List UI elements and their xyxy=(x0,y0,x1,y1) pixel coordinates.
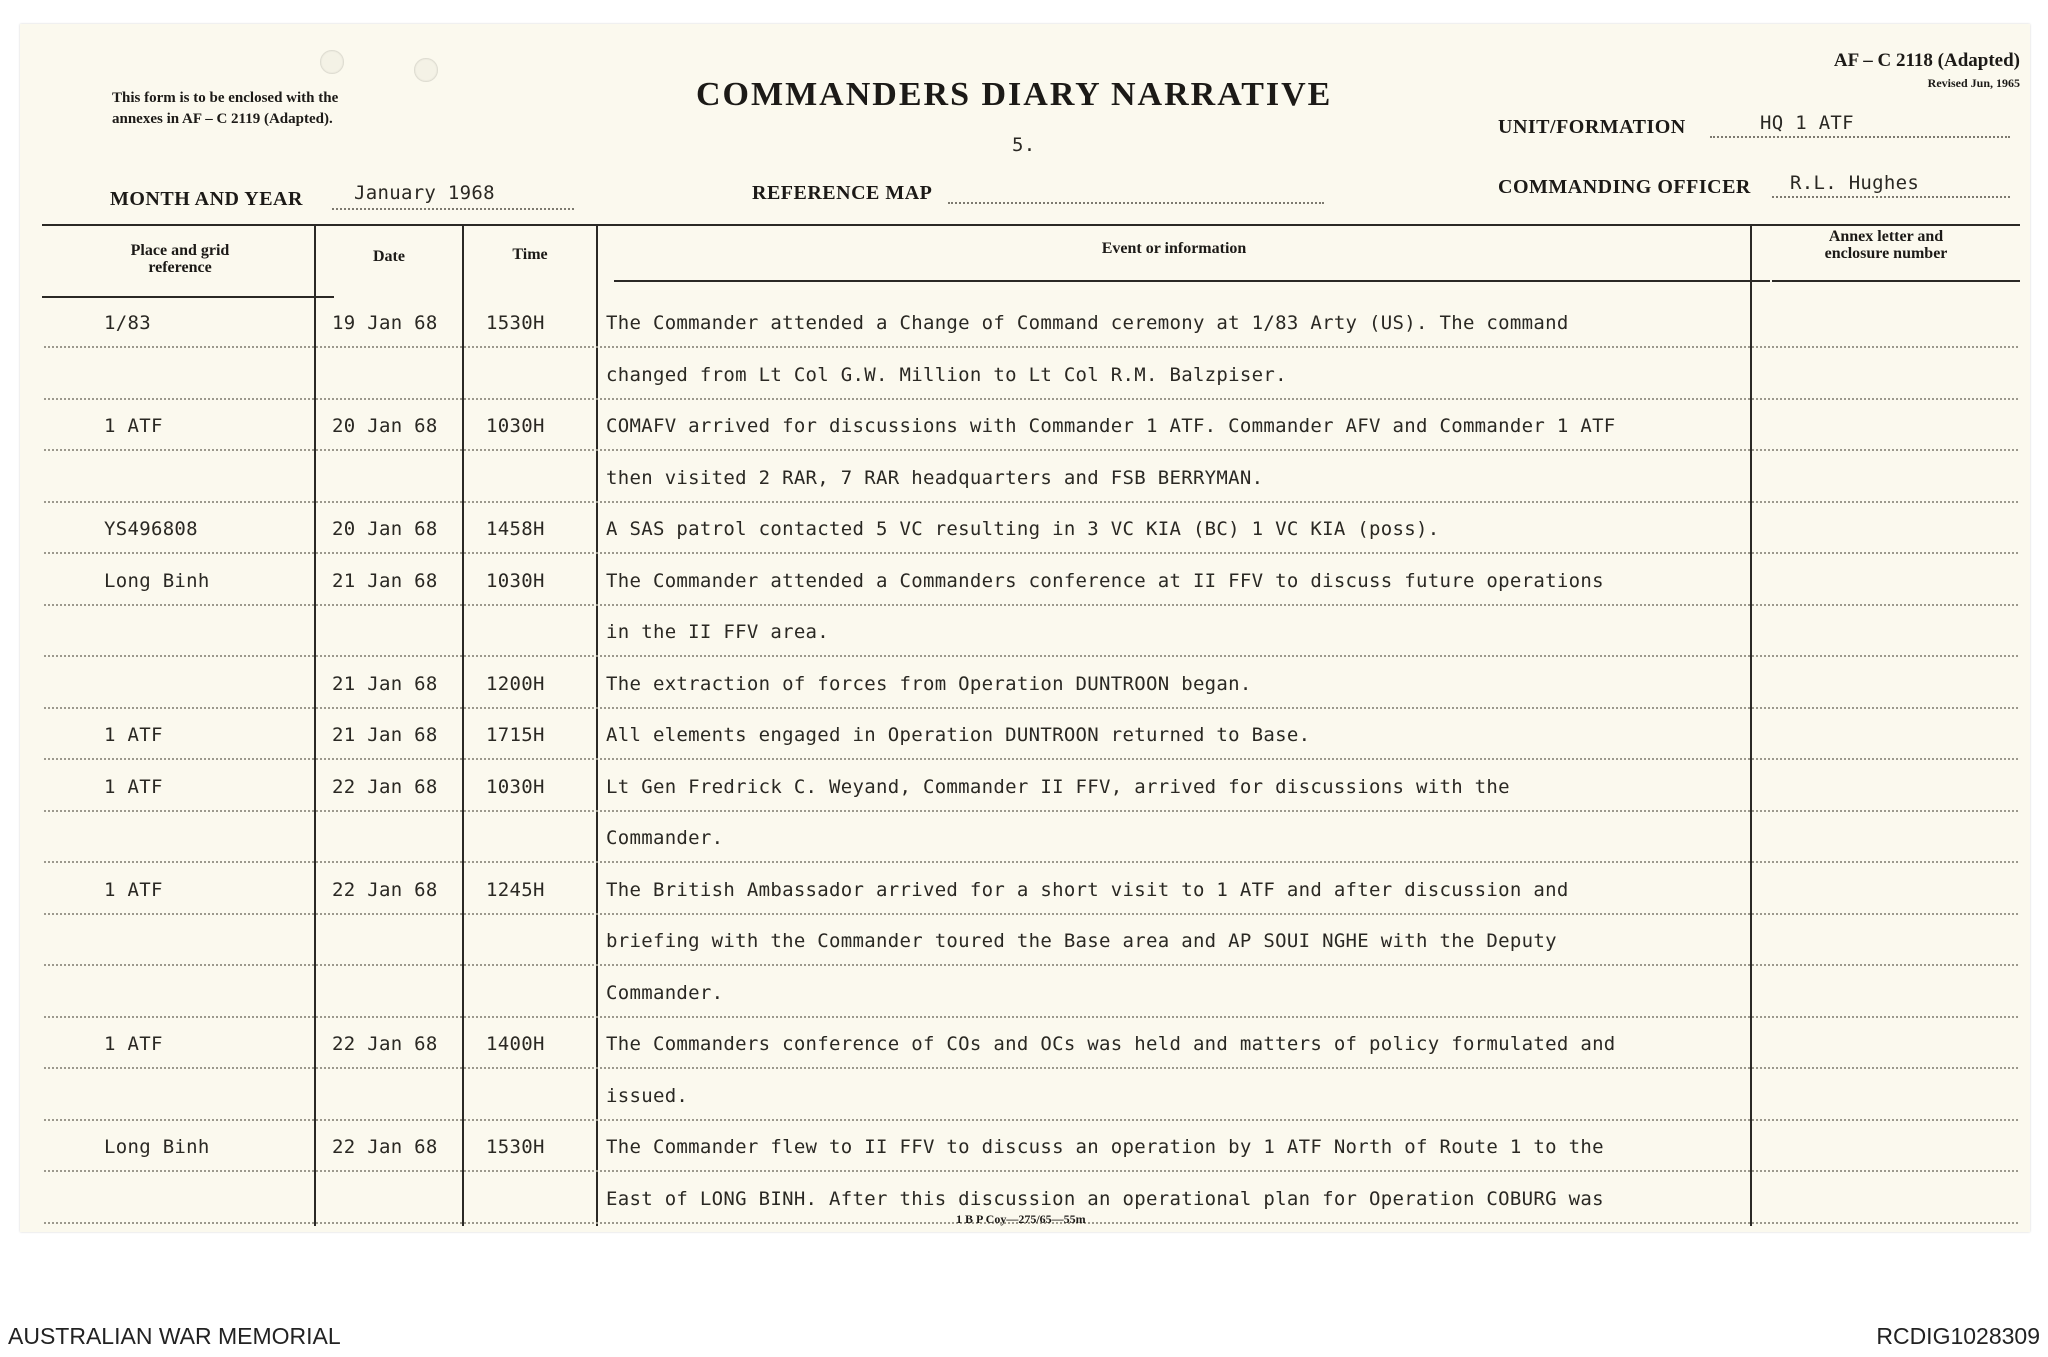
entry-date: 20 Jan 68 xyxy=(332,415,438,437)
commanding-officer-value: R.L. Hughes xyxy=(1790,172,1920,194)
entry-date: 22 Jan 68 xyxy=(332,878,438,901)
row-dotted-rule xyxy=(44,1016,2018,1018)
entry-place: 1 ATF xyxy=(104,415,163,437)
col-header-annex-line: Annex letter and xyxy=(1828,228,1944,245)
punch-hole xyxy=(414,58,438,82)
month-year-value: January 1968 xyxy=(354,182,495,204)
reference-map-dotted-line xyxy=(948,202,1324,204)
row-dotted-rule xyxy=(44,655,2018,657)
entry-date: 22 Jan 68 xyxy=(332,1033,438,1055)
entry-event-line: The Commander attended a Commanders conference at II FFV to discuss future operations xyxy=(606,569,1604,592)
entry-time: 1030H xyxy=(486,569,545,592)
diary-form-sheet xyxy=(20,24,2030,1232)
column-divider xyxy=(1750,224,1752,1226)
entry-event-line: The extraction of forces from Operation DUNTROON began. xyxy=(606,672,1252,695)
header-bottom-rule xyxy=(614,280,1770,282)
form-title: COMMANDERS DIARY NARRATIVE xyxy=(696,76,1333,113)
entry-place: 1/83 xyxy=(104,312,151,334)
entry-event-line: The Commander attended a Change of Command ceremony at 1/83 Arty (US). The command xyxy=(606,312,1569,334)
row-dotted-rule xyxy=(44,810,2018,812)
entry-date: 22 Jan 68 xyxy=(332,775,438,798)
entry-place: 1 ATF xyxy=(104,775,163,798)
entry-event-line: then visited 2 RAR, 7 RAR headquarters and FSB BERRYMAN. xyxy=(606,466,1264,489)
row-dotted-rule xyxy=(44,1119,2018,1121)
entry-place: 1 ATF xyxy=(104,1033,163,1055)
reference-map-label: REFERENCE MAP xyxy=(752,182,933,204)
entry-time: 1400H xyxy=(486,1033,545,1055)
row-dotted-rule xyxy=(44,913,2018,915)
row-dotted-rule xyxy=(44,758,2018,760)
entry-event-line: The Commander flew to II FFV to discuss an operation by 1 ATF North of Route 1 to the xyxy=(606,1136,1604,1158)
entry-time: 1458H xyxy=(486,518,545,540)
month-year-label: MONTH AND YEAR xyxy=(110,188,303,210)
table-top-rule xyxy=(42,224,2020,226)
col-header-event: Event or information xyxy=(1101,240,1247,257)
footer-archive-name: AUSTRALIAN WAR MEMORIAL xyxy=(8,1323,341,1349)
row-dotted-rule xyxy=(44,552,2018,554)
entry-event-line: A SAS patrol contacted 5 VC resulting in 3 VC KIA (BC) 1 VC KIA (poss). xyxy=(606,518,1440,540)
entry-event-line: All elements engaged in Operation DUNTROON returned to Base. xyxy=(606,724,1311,746)
row-dotted-rule xyxy=(44,1170,2018,1172)
entry-date: 21 Jan 68 xyxy=(332,724,438,746)
unit-dotted-line xyxy=(1710,136,2010,138)
unit-label: UNIT/FORMATION xyxy=(1498,116,1686,138)
entry-time: 1530H xyxy=(486,312,545,334)
row-dotted-rule xyxy=(44,449,2018,451)
entry-time: 1715H xyxy=(486,724,545,746)
unit-value: HQ 1 ATF xyxy=(1760,112,1854,134)
entry-event-line: Lt Gen Fredrick C. Weyand, Commander II FFV, arrived for discussions with the xyxy=(606,775,1510,798)
entry-event-line: Commander. xyxy=(606,981,724,1004)
page-number: 5. xyxy=(1012,134,1036,156)
header-bottom-rule xyxy=(42,296,334,298)
col-header-date: Date xyxy=(373,248,405,265)
entry-place: 1 ATF xyxy=(104,724,163,746)
entry-event-line: briefing with the Commander toured the Base area and AP SOUI NGHE with the Deputy xyxy=(606,930,1557,952)
printer-mark: 1 B P Coy—275/65—55m xyxy=(956,1212,1086,1226)
entry-place: YS496808 xyxy=(104,518,198,540)
row-dotted-rule xyxy=(44,964,2018,966)
footer-record-id: RCDIG1028309 xyxy=(1876,1323,2040,1349)
entry-event-line: East of LONG BINH. After this discussion an operational plan for Operation COBURG was xyxy=(606,1187,1604,1210)
column-divider xyxy=(462,224,464,1226)
enclosure-note-line: This form is to be enclosed with the xyxy=(112,90,339,106)
entry-date: 22 Jan 68 xyxy=(332,1136,438,1158)
entry-event-line: The British Ambassador arrived for a short visit to 1 ATF and after discussion and xyxy=(606,878,1569,901)
col-header-annex-line: enclosure number xyxy=(1824,245,1948,262)
entry-date: 21 Jan 68 xyxy=(332,672,438,695)
row-dotted-rule xyxy=(44,501,2018,503)
row-dotted-rule xyxy=(44,346,2018,348)
enclosure-note xyxy=(112,88,338,130)
punch-hole xyxy=(320,50,344,74)
col-header-annex xyxy=(1752,228,2020,262)
col-header-place-line: reference xyxy=(148,259,212,276)
enclosure-note-line: annexes in AF – C 2119 (Adapted). xyxy=(112,111,333,127)
entry-time: 1245H xyxy=(486,878,545,901)
col-header-place-line: Place and grid xyxy=(130,242,230,259)
entry-event-line: COMAFV arrived for discussions with Commander 1 ATF. Commander AFV and Commander 1 ATF xyxy=(606,415,1616,437)
entry-event-line: Commander. xyxy=(606,827,724,849)
column-divider xyxy=(596,224,598,1226)
row-dotted-rule xyxy=(44,604,2018,606)
row-dotted-rule xyxy=(44,1067,2018,1069)
entry-time: 1030H xyxy=(486,775,545,798)
entry-place: 1 ATF xyxy=(104,878,163,901)
revised-date: Revised Jun, 1965 xyxy=(1927,76,2020,90)
entry-event-line: The Commanders conference of COs and OCs was held and matters of policy formulated and xyxy=(606,1033,1616,1055)
entry-event-line: in the II FFV area. xyxy=(606,621,830,643)
entry-date: 20 Jan 68 xyxy=(332,518,438,540)
col-header-place xyxy=(60,242,300,276)
entry-date: 21 Jan 68 xyxy=(332,569,438,592)
entry-place: Long Binh xyxy=(104,1136,210,1158)
entry-date: 19 Jan 68 xyxy=(332,312,438,334)
col-header-time: Time xyxy=(512,246,548,263)
co-dotted-line xyxy=(1772,196,2010,198)
column-divider xyxy=(314,224,316,1226)
entry-event-line: changed from Lt Col G.W. Million to Lt Col R.M. Balzpiser. xyxy=(606,363,1287,386)
form-number: AF – C 2118 (Adapted) xyxy=(1833,50,2020,71)
entry-place: Long Binh xyxy=(104,569,210,592)
header-bottom-rule xyxy=(1772,280,2020,282)
entry-event-line: issued. xyxy=(606,1084,689,1107)
row-dotted-rule xyxy=(44,861,2018,863)
entry-time: 1530H xyxy=(486,1136,545,1158)
row-dotted-rule xyxy=(44,398,2018,400)
month-year-dotted-line xyxy=(332,208,574,210)
entry-time: 1030H xyxy=(486,415,545,437)
row-dotted-rule xyxy=(44,707,2018,709)
commanding-officer-label: COMMANDING OFFICER xyxy=(1498,176,1751,198)
entry-time: 1200H xyxy=(486,672,545,695)
